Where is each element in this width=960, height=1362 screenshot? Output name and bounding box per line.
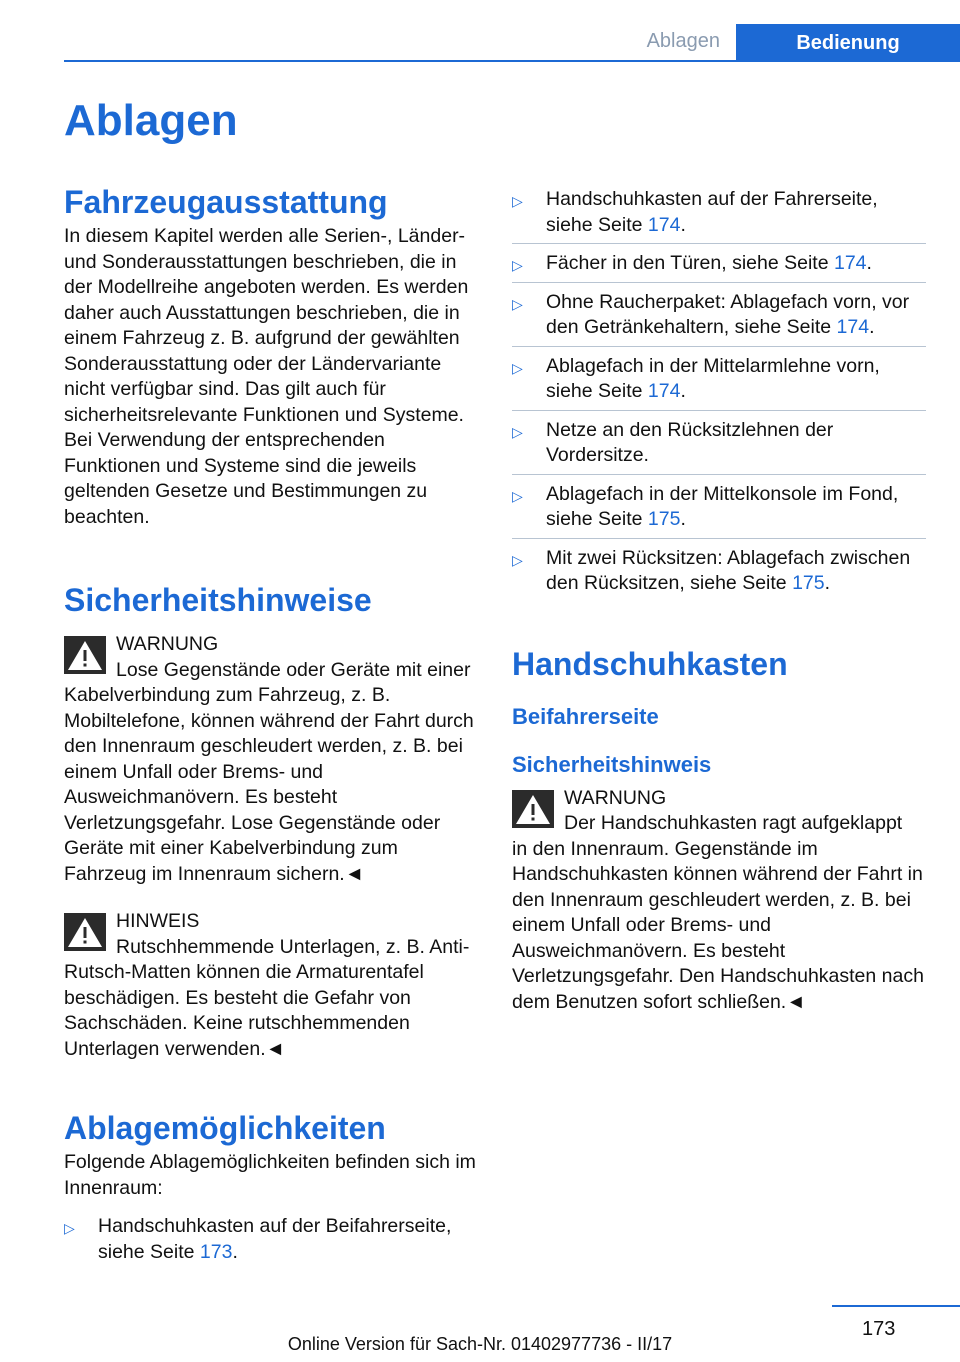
notice-text-first-line: Rutschhemmende Unterlagen, z. B. Anti- [116,935,470,958]
triangle-bullet-icon: ▷ [512,423,523,440]
heading-sicherheitshinweis: Sicherheitshinweis [512,751,712,777]
triangle-bullet-icon: ▷ [512,551,523,568]
top-divider [64,60,960,62]
heading-sicherheitshinweise: Sicherheitshinweise [64,582,372,618]
list-item-text: Mit zwei Rücksitzen: Ablagefach zwischen den Rücksitzen, siehe Seite [546,546,911,594]
page-reference-link[interactable]: 175 [647,508,681,530]
warning-triangle-icon [512,790,554,828]
page-reference-link[interactable]: 174 [833,252,867,274]
list-item [512,417,926,475]
footer-online-version: Online Version für Sach-Nr. 01402977736 - II/17 [287,1334,673,1354]
list-item [512,545,926,602]
page-reference-link[interactable]: 174 [647,213,681,236]
heading-ablagemoeglichkeiten: Ablagemöglichkeiten [64,1110,386,1146]
right-column [512,180,926,1015]
warning-text-first-line: Lose Gegenstände oder Geräte mit einer [116,658,471,681]
list-item-end: . [680,213,686,236]
triangle-bullet-icon: ▷ [512,257,523,273]
heading-beifahrerseite: Beifahrerseite [512,703,659,729]
triangle-bullet-icon: ▷ [64,1220,75,1236]
storage-list-right [512,186,926,602]
list-item-end: . [869,316,875,338]
triangle-bullet-icon: ▷ [512,359,523,376]
page-reference-link[interactable]: 175 [792,572,825,594]
list-item [64,1213,478,1270]
list-item-text: Handschuhkasten auf der Fahrerseite, siehe Seite [546,188,878,236]
triangle-bullet-icon: ▷ [512,295,523,312]
list-item [512,289,926,347]
warning-triangle-icon [64,636,106,674]
notice-text: Rutsch-Matten können die Armaturentafel beschädigen. Es besteht die Gefahr von Sachschäden. Keine rutschhemmenden Unterlagen verwenden.◄ [64,961,424,1060]
left-column [64,180,478,1276]
list-item-end: . [866,252,872,274]
ablagemoeglichkeiten-text: Folgende Ablagemöglichkeiten befinden sich im Innenraum: [64,1151,476,1199]
list-item-end: . [824,572,831,594]
warning-box-glovebox [512,784,926,1016]
list-item [512,353,926,411]
list-item-end: . [680,508,686,530]
triangle-bullet-icon: ▷ [512,193,523,209]
list-item [512,186,926,244]
heading-fahrzeugausstattung: Fahrzeugausstattung [64,184,388,220]
header-chapter-tab: Bedienung [736,24,960,62]
heading-handschuhkasten: Handschuhkasten [512,645,788,682]
triangle-bullet-icon: ▷ [512,487,523,504]
page-title: Ablagen [64,96,238,145]
list-item-end: . [680,380,686,402]
list-item-text: Ablagefach in der Mittelarmlehne vorn, siehe Seite [546,354,880,402]
notice-box [64,907,478,1062]
warning-text: in den Innenraum. Gegenstände im Handschuhkasten können während der Fahrt in den Innenraum geschleudert werden, z. B. bei einem Unfall oder Brems- und Ausweichmanövern. Es besteht Verletzungsgefahr. Den Handschuhkasten nach dem Benutzen sofort schließen.◄ [512,837,924,1013]
fahrzeugausstattung-text: In diesem Kapitel werden alle Serien-, Länder- und Sonderausstattungen beschrieben, die in der Modellreihe angeboten werden. Es werden daher auch Ausstattungen beschrieben, die in einem Fahrzeug z. B. aufgrund der gewählten Sonderausstattung oder der Ländervariante nicht verfügbar sind. Das gilt auch für sicherheitsrelevante Funktionen und Systeme. Bei Verwendung der entsprechenden Funktionen und Systeme sind die jeweils geltenden Gesetze und Bestimmungen zu beachten. [64,225,469,528]
storage-list-left [64,1213,478,1270]
warning-text: Kabelverbindung zum Fahrzeug, z. B. Mobiltelefone, können während der Fahrt durch den Innenraum geschleudert werden, z. B. bei einem Unfall oder Brems- und Ausweichmanövern. Es besteht Verletzungsgefahr. Lose Gegenstände oder Geräte mit einer Kabelverbindung zum Fahrzeug im Innenraum sichern.◄ [64,684,474,885]
notice-label: HINWEIS [116,910,200,932]
warning-label: WARNUNG [116,633,219,655]
list-item-end: . [232,1240,238,1263]
page-reference-link[interactable]: 173 [199,1240,233,1263]
header-section-label: Ablagen [646,30,720,52]
list-item [512,481,926,539]
warning-label: WARNUNG [564,786,667,809]
list-item-text: Ablagefach in der Mittelkonsole im Fond, siehe Seite [546,482,899,530]
list-item-text: Fächer in den Türen, siehe Seite [546,252,834,274]
warning-text-first-line: Der Handschuhkasten ragt aufgeklappt [564,812,903,834]
warning-triangle-icon [64,913,106,951]
list-item-text: Ohne Raucherpaket: Ablagefach vorn, vor den Getränkehaltern, siehe Seite [546,290,910,338]
list-item-text: Netze an den Rücksitzlehnen der Vordersitze. [546,418,834,466]
list-item-text: Handschuhkasten auf der Beifahrerseite, siehe Seite [98,1215,452,1263]
warning-box-1 [64,630,478,887]
page-number: 173 [862,1318,896,1340]
list-item [512,250,926,283]
page-reference-link[interactable]: 174 [836,316,870,338]
bottom-divider [832,1305,960,1307]
page-reference-link[interactable]: 174 [647,380,681,402]
